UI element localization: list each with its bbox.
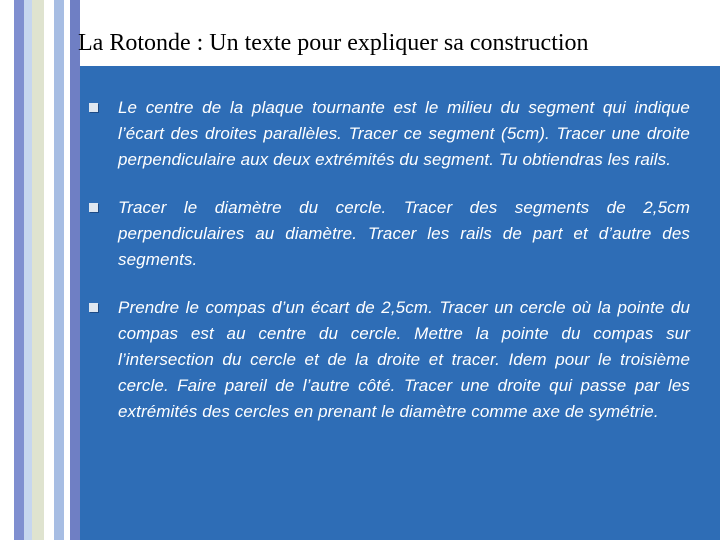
bullet-item [86, 95, 690, 173]
bullet-text: Prendre le compas d’un écart de 2,5cm. Tracer un cercle où la pointe du compas est au centre du cercle. Mettre la pointe du compas sur l’intersection du cercle et de la droite et tracer. Idem pour le troisième cercle. Faire pareil de l’autre côté. Tracer une droite qui passe par les extrémités des cercles en prenant le diamètre comme axe de symétrie. [118, 298, 690, 421]
stripe [0, 0, 14, 540]
stripe [44, 0, 54, 540]
square-bullet-icon [89, 203, 98, 212]
decorative-stripes [0, 0, 90, 540]
stripe [32, 0, 44, 540]
bullet-text: Tracer le diamètre du cercle. Tracer des segments de 2,5cm perpendiculaires au diamètre. Tracer les rails de part et d’autre des segments. [118, 198, 690, 269]
stripe [70, 0, 80, 540]
stripe [24, 0, 32, 540]
stripe [54, 0, 64, 540]
bullet-list [86, 95, 690, 447]
bullet-text: Le centre de la plaque tournante est le milieu du segment qui indique l’écart des droites parallèles. Tracer ce segment (5cm). Tracer une droite perpendiculaire aux deux extrémités du segment. Tu obtiendras les rails. [118, 98, 690, 169]
slide-title: La Rotonde : Un texte pour expliquer sa construction [78, 30, 589, 56]
square-bullet-icon [89, 103, 98, 112]
bullet-item [86, 195, 690, 273]
square-bullet-icon [89, 303, 98, 312]
bullet-item [86, 295, 690, 425]
stripe [14, 0, 24, 540]
